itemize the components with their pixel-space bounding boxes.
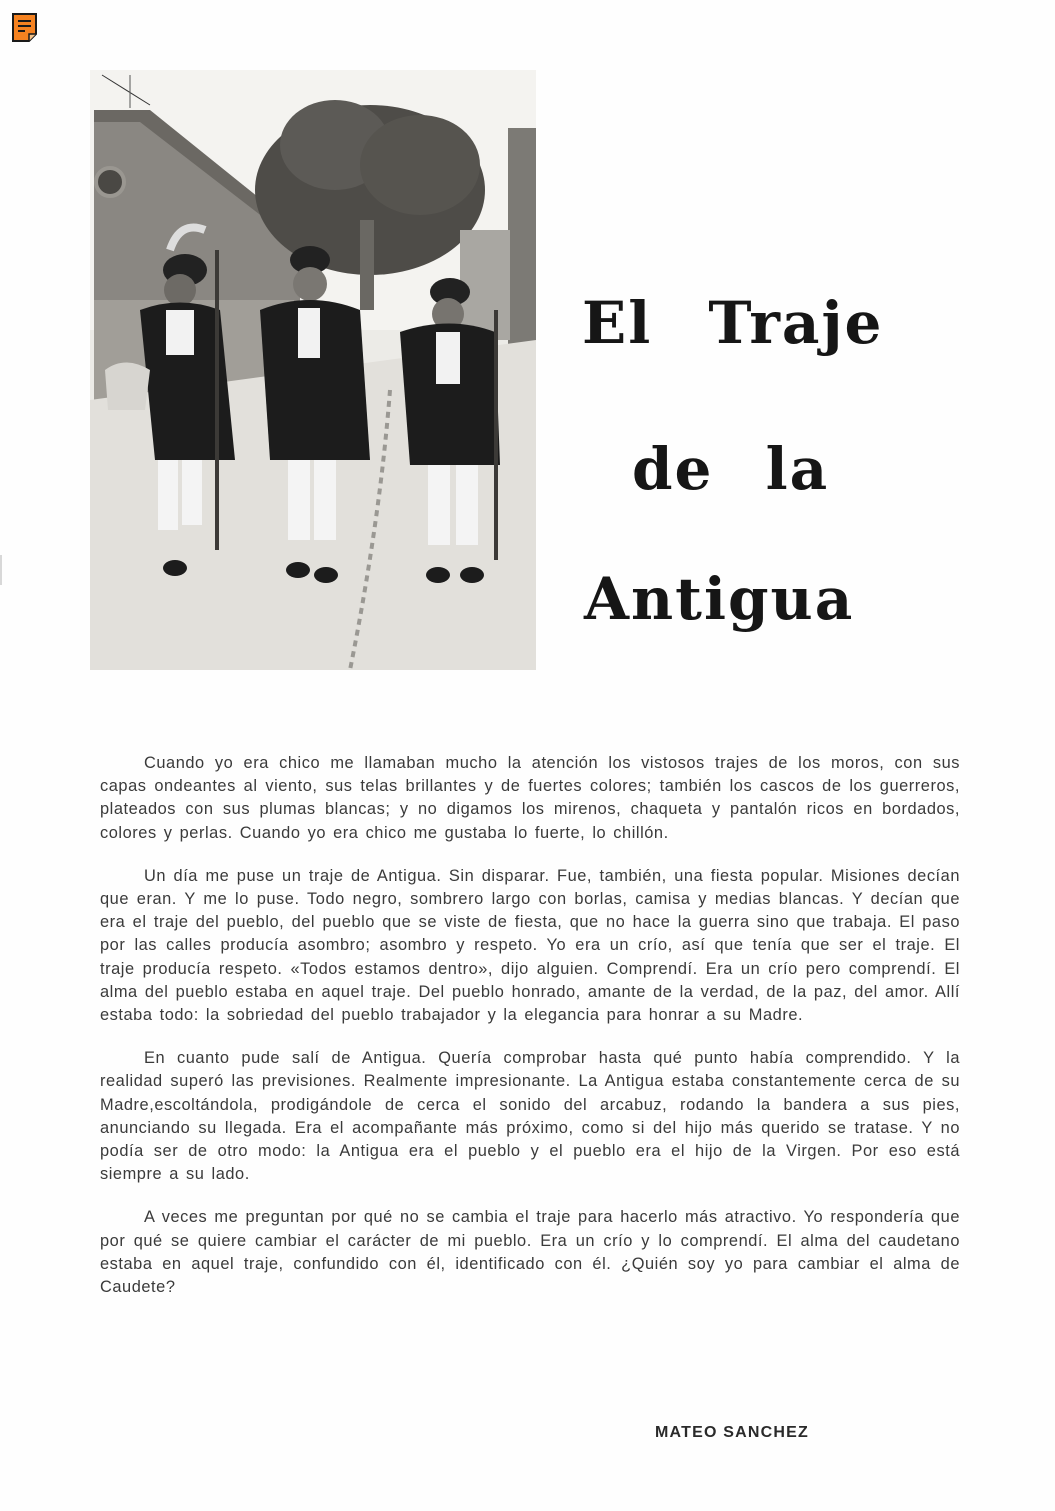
title-line-2: de la [632, 435, 830, 503]
note-icon[interactable] [12, 13, 38, 43]
paragraph: En cuanto pude salí de Antigua. Quería comprobar hasta qué punto había comprendido. Y la realidad superó las previsiones. Realmente impresionante. La Antigua estaba constantemente cerca de su Madre,escoltándola, prodigándole de cerca el sonido del arcabuz, rodando la bandera a sus pies, anunciando su llegada. Era el acompañante más próximo, como si del hijo más querido se tratase. Y no podía ser de otro modo: la Antigua era el pueblo y el pueblo era el hijo de la Virgen. Por eso está siempre a su lado. [100, 1049, 960, 1184]
paragraph: Un día me puse un traje de Antigua. Sin disparar. Fue, también, una fiesta popular. Misiones decían que eran. Y me lo puse. Todo negro, sombrero largo con borlas, camisa y medias blancas. Y decían que era el traje del pueblo, del pueblo que se viste de fiesta, que no hace la guerra sino que trabaja. El paso por las calles producía asombro; asombro y respeto. Yo era un crío, así que tenía que ser el traje. El traje producía respeto. «Todos estamos dentro», dijo alguien. Comprendí. Era un crío pero comprendí. El alma del pueblo estaba en aquel traje. Del pueblo honrado, amante de la verdad, de la paz, del amor. Allí estaba todo: la sobriedad del pueblo trabajador y la elegancia para honrar a su Madre. [100, 866, 960, 1025]
paragraph: A veces me preguntan por qué no se cambia el traje para hacerlo más atractivo. Yo respondería que por qué se quiere cambiar el carácter de mi pueblo. Era un crío y lo comprendí. El alma del caudetano estaba en aquel traje, confundido con él, identificado con él. ¿Quién soy yo para cambiar el alma de Caudete? [100, 1208, 960, 1297]
paragraph: Cuando yo era chico me llamaban mucho la atención los vistosos trajes de los moros, con sus capas ondeantes al viento, sus telas brillantes y de fuertes colores; también los cascos de los guerreros, plateados con sus plumas blancas; y no digamos los mirenos, chaqueta y pantalón ricos en bordados, colores y perlas. Cuando yo era chico me gustaba lo fuerte, lo chillón. [100, 754, 960, 842]
photo-antigua-costumes [90, 70, 536, 670]
article-body [100, 752, 960, 1319]
title-line-3: Antigua [584, 565, 855, 633]
title-line-1: El Traje [582, 289, 884, 357]
scan-margin-mark [0, 555, 5, 585]
author-signature: MATEO SANCHEZ [655, 1424, 809, 1441]
